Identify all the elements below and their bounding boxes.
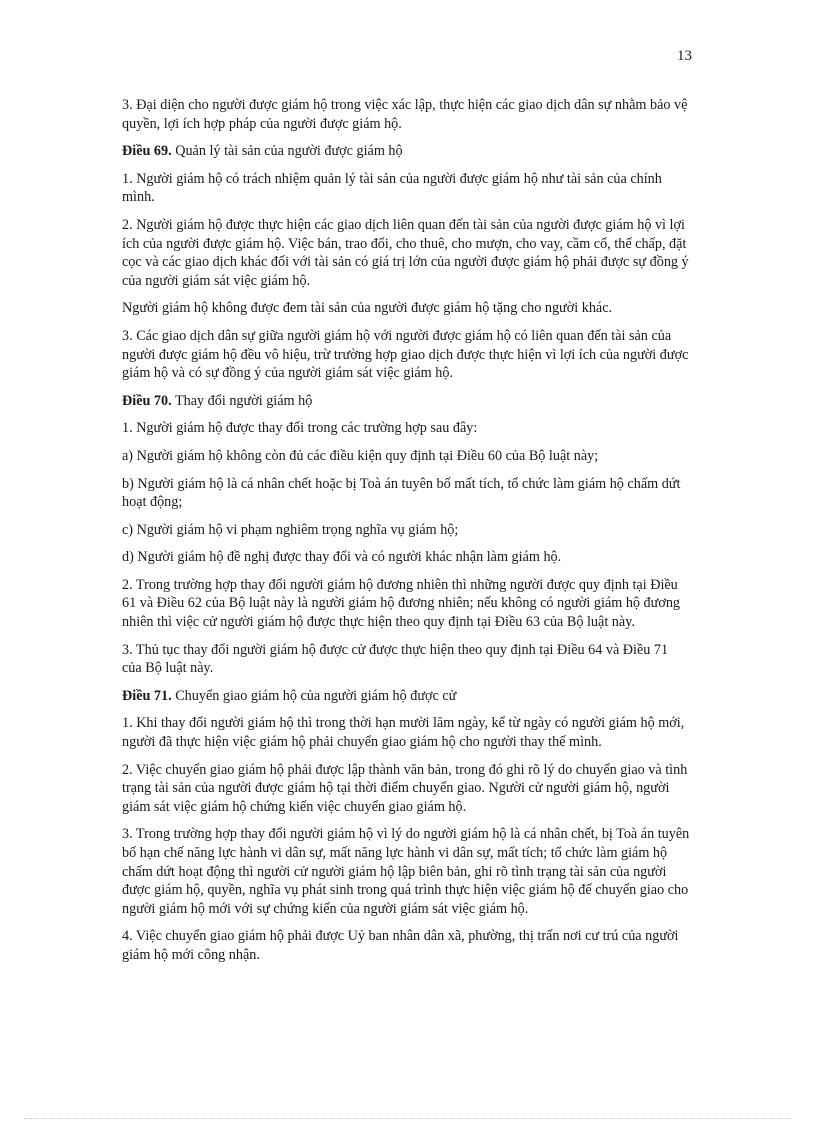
article-number: Điều 71. [122,687,172,704]
article-title: Chuyển giao giám hộ của người giám hộ được cử [171,687,457,704]
paragraph: 2. Người giám hộ được thực hiện các giao dịch liên quan đến tài sản của người được giám hộ vì lợi ích của người được giám hộ. Việc bán, trao đổi, cho thuê, cho mượn, cho vay, cầm cố, thế chấp, đặt cọc và các giao dịch khác đối với tài sản có giá trị lớn của người được giám hộ phải được sự đồng ý của người giám sát việc giám hộ. [122,216,689,289]
page-bottom-divider [24,1118,792,1119]
article-heading [122,142,690,161]
article-number: Điều 70. [122,392,172,409]
paragraph: 2. Trong trường hợp thay đổi người giám hộ đương nhiên thì những người được quy định tại Điều 61 và Điều 62 của Bộ luật này là người giám hộ đương nhiên; nếu không có người giám hộ đương nhiên thì việc cử người giám hộ được thực hiện theo quy định tại Điều 63 của Bộ luật này. [122,576,681,631]
article-heading [122,392,690,411]
page-number: 13 [677,48,692,64]
paragraph: 1. Người giám hộ có trách nhiệm quản lý tài sản của người được giám hộ như tài sản của chính mình. [122,170,662,206]
article-title: Thay đổi người giám hộ [171,392,313,409]
paragraph: 1. Khi thay đổi người giám hộ thì trong thời hạn mười lăm ngày, kể từ ngày có người giám hộ mới, người đã thực hiện việc giám hộ phải chuyển giao giám hộ cho người thay thế mình. [122,715,685,751]
paragraph: 3. Thủ tục thay đổi người giám hộ được cử được thực hiện theo quy định tại Điều 64 và Điều 71 của Bộ luật này. [122,641,669,677]
paragraph: 3. Đại diện cho người được giám hộ trong việc xác lập, thực hiện các giao dịch dân sự nhằm bảo vệ quyền, lợi ích hợp pháp của người được giám hộ. [122,97,688,132]
article-heading [122,687,690,706]
article-number: Điều 69. [122,143,172,160]
paragraph: 4. Việc chuyển giao giám hộ phải được Uỷ ban nhân dân xã, phường, thị trấn nơi cư trú của người giám hộ mới công nhận. [122,928,679,963]
paragraph: a) Người giám hộ không còn đủ các điều kiện quy định tại Điều 60 của Bộ luật này; [122,447,599,464]
paragraph: d) Người giám hộ đề nghị được thay đổi và có người khác nhận làm giám hộ. [122,549,562,566]
paragraph: c) Người giám hộ vi phạm nghiêm trọng nghĩa vụ giám hộ; [122,521,459,538]
paragraph: b) Người giám hộ là cá nhân chết hoặc bị Toà án tuyên bố mất tích, tổ chức làm giám hộ chấm dứt hoạt động; [122,475,681,511]
paragraph: 3. Các giao dịch dân sự giữa người giám hộ với người được giám hộ có liên quan đến tài sản của người được giám hộ đều vô hiệu, trừ trường hợp giao dịch được thực hiện vì lợi ích của người được giám hộ và có sự đồng ý của người giám sát việc giám hộ. [122,327,689,382]
paragraph: 1. Người giám hộ được thay đổi trong các trường hợp sau đây: [122,420,478,437]
paragraph: Người giám hộ không được đem tài sản của người được giám hộ tặng cho người khác. [122,300,613,317]
paragraph: 3. Trong trường hợp thay đổi người giám hộ vì lý do người giám hộ là cá nhân chết, bị Toà án tuyên bố hạn chế năng lực hành vi dân sự, mất năng lực hành vi dân sự, mất tích; tổ chức làm giám hộ chấm dứt hoạt động thì người cử người giám hộ lập biên bản, ghi rõ tình trạng tài sản của người được giám hộ, quyền, nghĩa vụ phát sinh trong quá trình thực hiện việc giám hộ để chuyển giao cho người giám hộ mới với sự chứng kiến của người giám sát việc giám hộ. [122,826,690,917]
article-title: Quản lý tài sản của người được giám hộ [171,143,403,160]
paragraph: 2. Việc chuyển giao giám hộ phải được lập thành văn bản, trong đó ghi rõ lý do chuyển giao và tình trạng tài sản của người được giám hộ tại thời điểm chuyển giao. Người cử người giám hộ, người giám sát việc giám hộ chứng kiến việc chuyển giao giám hộ. [122,761,688,815]
document-body [122,96,690,974]
